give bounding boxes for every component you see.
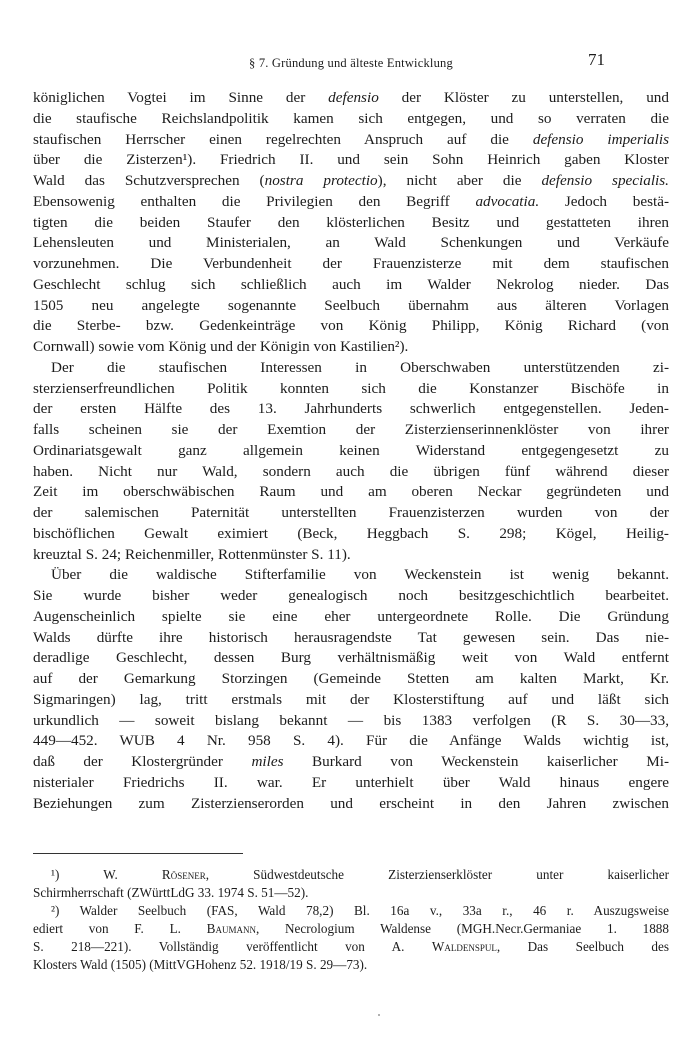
text-line: deradlige Geschlecht, dessen Burg verhältnismäßig weit von Wald entfernt bbox=[33, 649, 669, 667]
text-line: Lehensleuten und Ministerialen, an Wald Schenkungen und Verkäufe bbox=[33, 234, 669, 252]
footnote-1 bbox=[33, 866, 669, 902]
italic-term: nostra protectio bbox=[264, 172, 378, 189]
italic-term: defensio bbox=[328, 89, 379, 106]
text-line: tigten die beiden Staufer den klösterlichen Besitz und gestatteten ihren bbox=[33, 213, 669, 231]
text-line: ediert von F. L. Baumann, Necrologium Waldense (MGH.Necr.Germaniae 1. 1888 bbox=[33, 921, 669, 936]
text-line: Cornwall) sowie vom König und der Königin von Kastilien²). bbox=[33, 338, 409, 355]
text-line: haben. Nicht nur Wald, sondern auch die übrigen fünf während dieser bbox=[33, 462, 669, 480]
paragraph-2 bbox=[33, 358, 669, 566]
body-text bbox=[33, 88, 669, 814]
text-line: Sie wurde bisher weder genealogisch noch besitzgeschichtlich bearbeitet. bbox=[33, 587, 669, 604]
text-line: auf der Gemarkung Storzingen (Gemeinde Stetten am kalten Markt, Kr. bbox=[33, 670, 669, 687]
italic-term: advocatia. bbox=[475, 192, 540, 210]
author-name: Baumann bbox=[206, 921, 256, 936]
text-line: ¹) W. Rösener, Südwestdeutsche Zisterzienserklöster unter kaiserlicher bbox=[51, 867, 669, 882]
page-number: 71 bbox=[588, 50, 605, 69]
author-name: Waldenspul bbox=[431, 939, 497, 954]
text-line: Zeit im oberschwäbischen Raum und am oberen Neckar gegründeten und bbox=[33, 483, 669, 501]
running-title: § 7. Gründung und älteste Entwicklung bbox=[249, 56, 453, 70]
running-head bbox=[33, 50, 669, 74]
text-line: S. 218—221). Vollständig veröffentlicht von A. Waldenspul, Das Seelbuch des bbox=[33, 939, 669, 954]
text-line: über die Zisterzen¹). Friedrich II. und sein Sohn Heinrich gaben Kloster bbox=[33, 151, 669, 169]
text-line: bischöflichen Gewalt eximiert (Beck, Heggbach S. 298; Kögel, Heilig- bbox=[33, 524, 669, 542]
text-line: falls scheinen sie der Exemtion der Zisterzienserinnenklöster von ihrer bbox=[33, 421, 669, 438]
text-line: 1505 neu angelegte sogenannte Seelbuch übernahm aus älteren Vorlagen bbox=[33, 296, 669, 314]
book-page bbox=[33, 0, 669, 1042]
text-line: Walds dürfte ihre historisch herausragendste Tat gewesen sein. Das nie- bbox=[33, 628, 669, 646]
text-line: Sigmaringen) lag, tritt erstmals mit der Klosterstiftung auf und läßt sich bbox=[33, 690, 669, 708]
text-line: urkundlich — soweit bislang bekannt — bis 1383 verfolgen (R S. 30—33, bbox=[33, 711, 669, 729]
footnote-rule bbox=[33, 853, 243, 854]
text-line: königlichen Vogtei im Sinne der defensio der Klöster zu unterstellen, und bbox=[33, 89, 669, 106]
text-line: vorzunehmen. Die Verbundenheit der Frauenzisterze mit dem staufischen bbox=[33, 255, 669, 272]
paragraph-3 bbox=[33, 565, 669, 814]
text-line: Geschlecht schlug sich schließlich auch im Walder Nekrolog nieder. Das bbox=[33, 275, 669, 293]
footnote-2 bbox=[33, 902, 669, 974]
text-line: Schirmherrschaft (ZWürttLdG 33. 1974 S. 51—52). bbox=[33, 885, 309, 900]
italic-term: miles bbox=[251, 753, 284, 770]
text-line: daß der Klostergründer miles Burkard von Weckenstein kaiserlicher Mi- bbox=[33, 753, 669, 770]
text-line: Ebensowenig enthalten die Privilegien den Begriff advocatia. Jedoch bestä- bbox=[33, 192, 669, 210]
text-line: die Sterbe- bzw. Gedenkeinträge von König Philipp, König Richard (von bbox=[33, 317, 669, 335]
text-line: nisterialer Friedrichs II. war. Er unterhielt über Wald hinaus engere bbox=[33, 773, 669, 791]
text-line: ²) Walder Seelbuch (FAS, Wald 78,2) Bl. 16a v., 33a r., 46 r. Auszugsweise bbox=[51, 903, 669, 918]
text-line: Über die waldische Stifterfamilie von Weckenstein ist wenig bekannt. bbox=[51, 566, 669, 584]
text-line: Klosters Wald (1505) (MittVGHohenz 52. 1918/19 S. 29—73). bbox=[33, 957, 368, 972]
footnotes bbox=[33, 866, 669, 974]
author-name: Rösener bbox=[161, 867, 206, 882]
text-line: Wald das Schutzversprechen (nostra protectio), nicht aber die defensio specialis. bbox=[33, 172, 669, 189]
text-line: 449—452. WUB 4 Nr. 958 S. 4). Für die Anfänge Walds wichtig ist, bbox=[33, 732, 669, 750]
italic-term: defensio specialis. bbox=[541, 172, 669, 189]
text-line: die staufische Reichslandpolitik kamen sich entgegen, und so verraten die bbox=[33, 109, 669, 127]
text-line: der salemischen Paternität unterstellten Frauenzisterzen wurden von der bbox=[33, 504, 669, 521]
text-line: kreuztal S. 24; Reichenmiller, Rottenmünster S. 11). bbox=[33, 545, 351, 563]
paragraph-1 bbox=[33, 88, 669, 358]
text-line: sterzienserfreundlichen Politik konnten sich die Konstanzer Bischöfe in bbox=[33, 379, 669, 397]
text-line: Ordinariatsgewalt ganz allgemein keinen Widerstand entgegengesetzt zu bbox=[33, 441, 669, 459]
scan-speck bbox=[378, 1014, 380, 1016]
text-line: staufischen Herrscher einen regelrechten Anspruch auf die defensio imperialis bbox=[33, 130, 669, 148]
text-line: Der die staufischen Interessen in Oberschwaben unterstützenden zi- bbox=[51, 358, 669, 376]
text-line: Augenscheinlich spielte sie eine eher untergeordnete Rolle. Die Gründung bbox=[33, 607, 669, 625]
text-line: der ersten Hälfte des 13. Jahrhunderts schwerlich entgegenstellen. Jeden- bbox=[33, 400, 669, 418]
italic-term: defensio imperialis bbox=[532, 130, 669, 148]
text-line: Beziehungen zum Zisterzienserorden und erscheint in den Jahren zwischen bbox=[33, 794, 669, 812]
